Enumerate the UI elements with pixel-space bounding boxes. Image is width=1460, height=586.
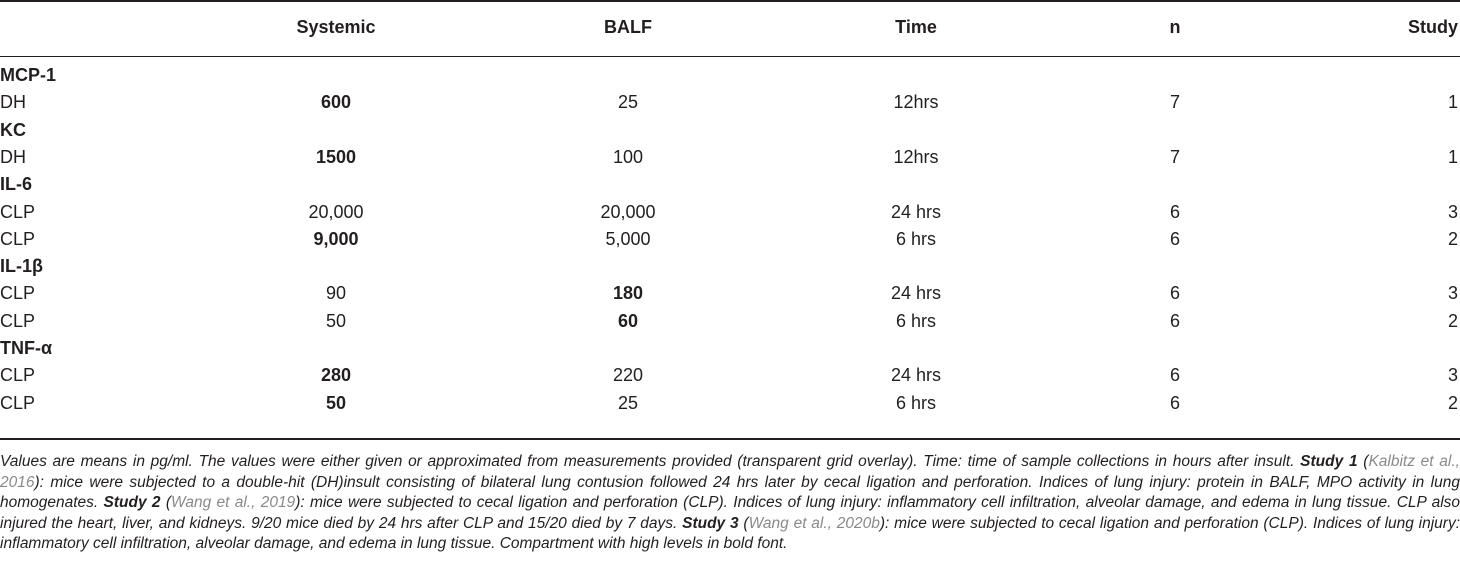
cell-n: 7	[1169, 92, 1181, 113]
table-group-row	[0, 335, 1460, 362]
table-row	[0, 226, 1460, 253]
cell-time: 24 hrs	[890, 283, 942, 304]
footnote-study2-label: Study 2	[103, 494, 161, 512]
footnote-study1-text: ): mice were subjected to a double-hit (DH)insult consisting of bilateral lung contusion followed 24 hrs later by cecal ligation and perforation. Indices of lung injury: protein in BALF, MPO activity in lung homogenates.	[0, 473, 1460, 512]
cell-n: 6	[1169, 201, 1181, 222]
table-group-row	[0, 117, 1460, 144]
cell-balf: 25	[617, 392, 639, 413]
cell-time: 24 hrs	[890, 365, 942, 386]
row-label: DH	[0, 92, 26, 113]
footnote-intro: Values are means in pg/ml. The values were either given or approximated from measurements provided (transparent grid overlay). Time: time of sample collections in hours after insult.	[0, 453, 1301, 470]
cell-study: 3	[1447, 365, 1458, 386]
cell-n: 6	[1169, 310, 1181, 331]
row-label: CLP	[0, 365, 36, 386]
table-row	[0, 89, 1460, 116]
cell-study: 3	[1447, 201, 1458, 222]
table-row	[0, 362, 1460, 389]
cell-n: 6	[1169, 365, 1181, 386]
cell-study: 1	[1447, 92, 1458, 113]
cell-time: 6 hrs	[895, 392, 937, 413]
cell-systemic: 20,000	[308, 201, 364, 222]
row-label: CLP	[0, 228, 36, 249]
group-label: IL-6	[0, 174, 33, 195]
cell-time: 6 hrs	[895, 310, 937, 331]
cell-balf: 5,000	[605, 228, 651, 249]
table-row	[0, 280, 1460, 307]
group-label: IL-1β	[0, 256, 43, 277]
cell-balf: 60	[617, 310, 639, 331]
cell-time: 6 hrs	[895, 228, 937, 249]
cell-n: 6	[1169, 283, 1181, 304]
cell-systemic: 9,000	[313, 228, 359, 249]
cell-study: 2	[1447, 228, 1458, 249]
header-study: Study	[1407, 17, 1458, 37]
group-label: TNF-α	[0, 338, 53, 358]
group-label: MCP-1	[0, 65, 57, 85]
header-systemic: Systemic	[296, 17, 376, 37]
table-group-row	[0, 253, 1460, 280]
row-label: DH	[0, 146, 26, 167]
table-row	[0, 308, 1460, 335]
footnote-study2-text: ): mice were subjected to cecal ligation and perforation (CLP). Indices of lung injury: inflammatory cell infiltration, alveolar damage, and edema in lung tissue. CLP also injured the heart, liver, and kidneys. 9/20 mice died by 24 hrs after CLP and 15/20 died by 7 days.	[0, 494, 1460, 532]
cell-n: 7	[1169, 146, 1181, 167]
cell-systemic: 280	[320, 365, 352, 386]
cell-study: 2	[1447, 310, 1458, 331]
header-n: n	[1169, 17, 1181, 37]
cell-systemic: 50	[325, 310, 347, 331]
group-label: KC	[0, 119, 26, 140]
cell-systemic: 90	[325, 283, 347, 304]
cell-systemic: 1500	[315, 146, 357, 167]
cell-balf: 180	[612, 283, 644, 304]
cell-study: 2	[1447, 392, 1458, 413]
footnote-study1-reference[interactable]: Kalbitz et al., 2016	[0, 453, 1460, 491]
row-label: CLP	[0, 310, 36, 331]
cell-n: 6	[1169, 392, 1181, 413]
footnote-study3-reference[interactable]: Wang et al., 2020b	[748, 514, 880, 532]
cell-balf: 25	[617, 92, 639, 113]
table-group-row	[0, 171, 1460, 198]
header-balf: BALF	[604, 17, 652, 37]
table-row	[0, 199, 1460, 226]
row-label: CLP	[0, 392, 36, 413]
cell-balf: 220	[612, 365, 644, 386]
cell-balf: 20,000	[600, 201, 656, 222]
row-label: CLP	[0, 201, 36, 222]
cell-time: 12hrs	[893, 92, 939, 113]
cell-n: 6	[1169, 228, 1181, 249]
table-top-rule	[0, 0, 1460, 2]
footnote-study1-label: Study 1	[1300, 453, 1358, 470]
cell-time: 24 hrs	[890, 201, 942, 222]
table-footnote: Values are means in pg/ml. The values were either given or approximated from measurements provided (transparent grid overlay). Time: time of sample collections in hours after insult. Study 1 (Kalbitz et al., 2016): mice were subjected to a double-hit (DH)insult consisting of bilateral lung contusion followed 24 hrs later by cecal ligation and perforation. Indices of lung injury: protein in BALF, MPO activity in lung homogenates. Study 2 (Wang et al., 2019): mice were subjected to cecal ligation and perforation (CLP). Indices of lung injury: inflammatory cell infiltration, alveolar damage, and edema in lung tissue. CLP also injured the heart, liver, and kidneys. 9/20 mice died by 24 hrs after CLP and 15/20 died by 7 days. Study 3 (Wang et al., 2020b): mice were subjected to cecal ligation and perforation (CLP). Indices of lung injury: inflammatory cell infiltration, alveolar damage, and edema in lung tissue. Compartment with high levels in bold font.	[0, 453, 1460, 553]
table-header-rule	[0, 56, 1460, 57]
table-bottom-rule	[0, 438, 1460, 440]
row-label: CLP	[0, 283, 36, 304]
table-row	[0, 144, 1460, 171]
cell-systemic: 600	[320, 92, 352, 113]
cell-study: 3	[1447, 283, 1458, 304]
table-header-row	[0, 14, 1460, 41]
cell-systemic: 50	[325, 392, 347, 413]
footnote-study2-reference[interactable]: Wang et al., 2019	[171, 494, 296, 512]
cell-study: 1	[1447, 146, 1458, 167]
cell-time: 12hrs	[893, 146, 939, 167]
cell-balf: 100	[612, 146, 644, 167]
table-row	[0, 390, 1460, 417]
header-time: Time	[895, 17, 937, 37]
footnote-study3-text: ): mice were subjected to cecal ligation and perforation (CLP). Indices of lung injury: inflammatory cell infiltration, alveolar damage, and edema in lung tissue. Compartment with high levels in bold font.	[0, 514, 1460, 553]
table-group-row	[0, 62, 1460, 89]
footnote-study3-label: Study 3	[682, 514, 739, 532]
